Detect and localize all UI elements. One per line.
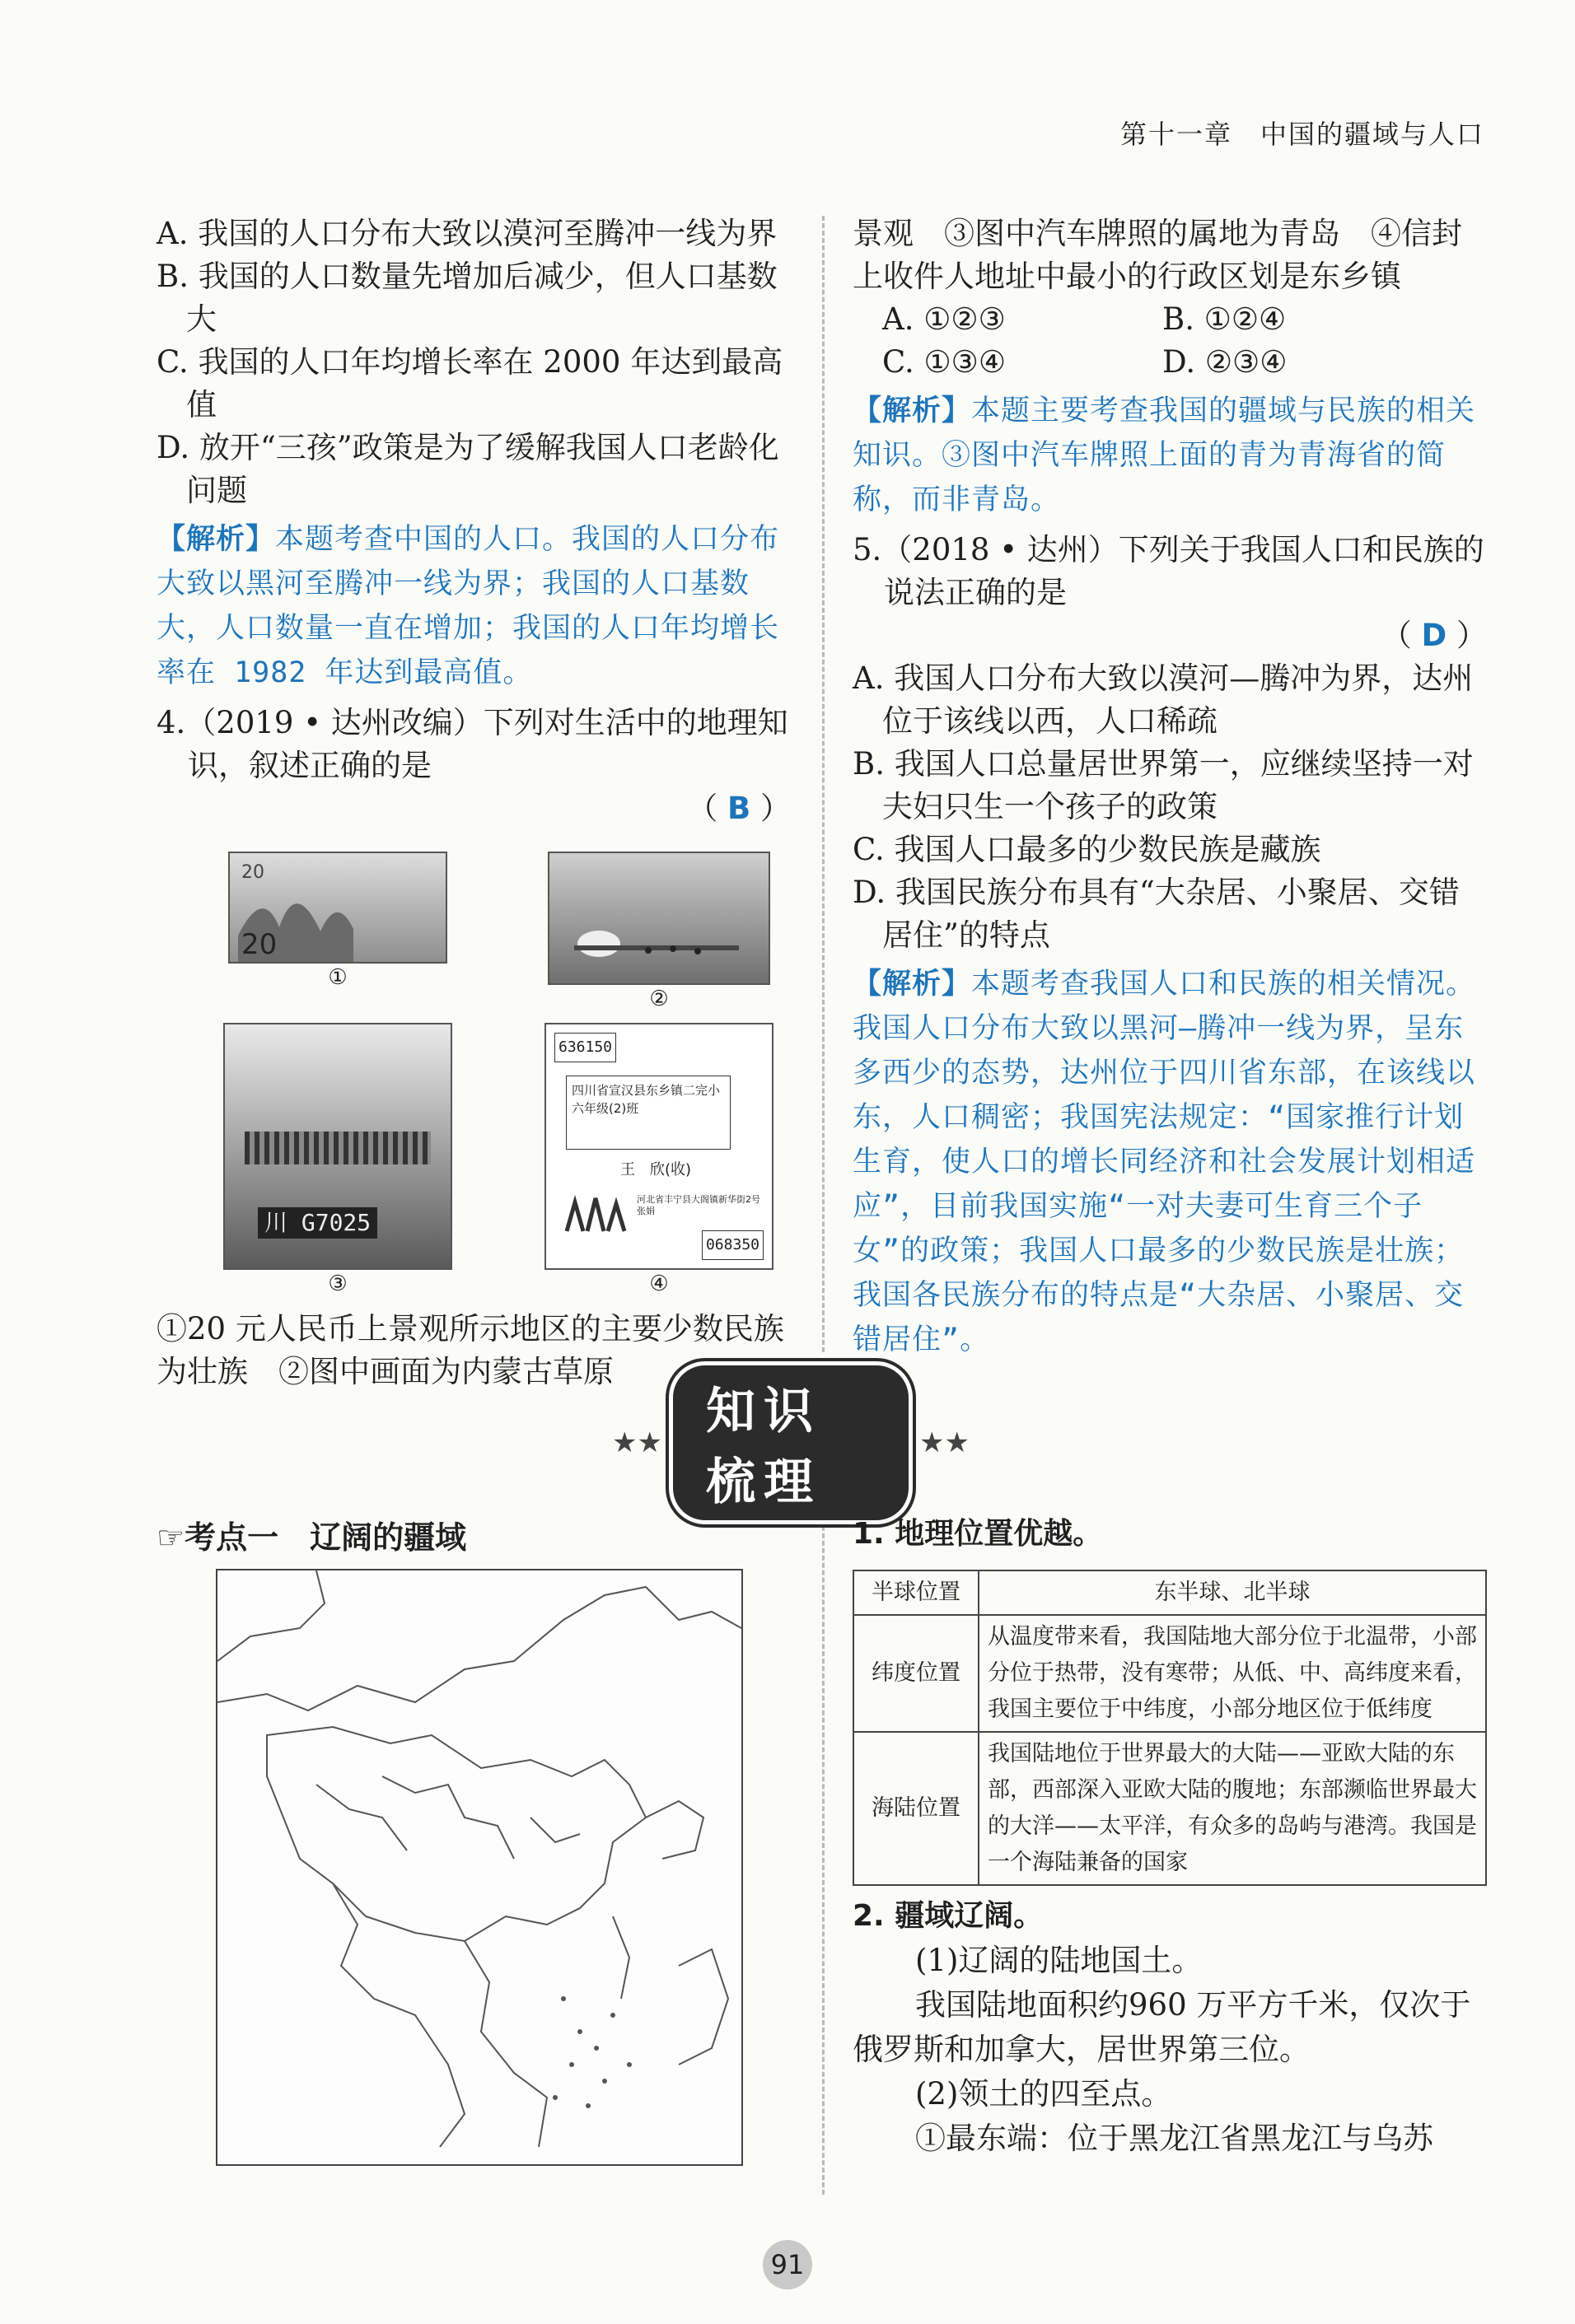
section-banner <box>605 1383 976 1511</box>
right-column <box>853 212 1487 1369</box>
q4-analysis-text: 本题主要考查我国的疆域与民族的相关知识。③图中汽车牌照上面的青为青海省的简称，而非青岛。 <box>853 394 1476 516</box>
land-area-paragraph: 我国陆地面积约960 万平方千米，仅次于俄罗斯和加拿大，居世界第三位。 <box>853 1987 1471 2067</box>
image-envelope <box>511 1023 807 1298</box>
subsection-1: (1)辽阔的陆地国土。 <box>915 1943 1203 1978</box>
star-icon: ★★ <box>612 1426 662 1459</box>
q4-answer: B <box>727 791 751 826</box>
geo-section <box>853 1512 1487 2161</box>
table-row <box>853 1615 1486 1732</box>
q3-option-b: B. 我国的人口数量先增加后减少，但人口基数大 <box>157 259 778 337</box>
q4-choice-b: B. ①②④ <box>1162 301 1287 337</box>
q5-stem: 5.（2018 • 达州）下列关于我国人口和民族的说法正确的是 <box>853 532 1484 610</box>
column-divider-bottom <box>822 1511 825 2195</box>
q4-answer-line <box>157 787 791 830</box>
left-column <box>157 212 791 1393</box>
q4-answer-bracket: （ B ） <box>687 791 791 826</box>
analysis-tag: 【解析】 <box>853 968 972 1001</box>
table-head-hemisphere: 半球位置 <box>853 1570 979 1615</box>
envelope-address-box <box>566 1076 731 1150</box>
svg-text:20: 20 <box>241 928 278 961</box>
envelope-postcode-top: 636150 <box>554 1033 616 1062</box>
subsection-2: (2)领土的四至点。 <box>915 2076 1172 2112</box>
envelope-postcode-bottom: 068350 <box>702 1230 764 1260</box>
svg-text:20: 20 <box>241 862 264 883</box>
banner-title: 知识梳理 <box>669 1361 913 1524</box>
q4-choice-c: C. ①③④ <box>882 344 1007 380</box>
q4-continuation: 景观 ③图中汽车牌照的属地为青岛 ④信封上收件人地址中最小的行政区划是东乡镇 <box>853 216 1462 294</box>
q5-analysis <box>853 962 1487 1362</box>
banknote-photo <box>228 852 447 964</box>
q4-stem: 4.（2019 • 达州改编）下列对生活中的地理知识，叙述正确的是 <box>157 705 788 783</box>
table-cell-sea-land: 我国陆地位于世界最大的大陆——亚欧大陆的东部，西部深入亚欧大陆的腹地；东部濒临世界最大的大洋——太平洋，有众多的岛屿与港湾。我国是一个海陆兼备的国家 <box>979 1732 1486 1885</box>
table-cell-latitude: 从温度带来看，我国陆地大部分位于北温带，小部分位于热带，没有寒带；从低、中、高纬度来看，我国主要位于中纬度，小部分地区位于低纬度 <box>979 1615 1486 1732</box>
q4-analysis <box>853 389 1487 522</box>
q5-answer-bracket: （ D ） <box>1381 618 1487 653</box>
section-1-title: 1. 地理位置优越。 <box>853 1517 1103 1551</box>
star-icon: ★★ <box>919 1426 970 1459</box>
q4-statements: ①20 元人民币上景观所示地区的主要少数民族为壮族 ②图中画面为内蒙古草原 <box>157 1311 784 1389</box>
analysis-tag: 【解析】 <box>853 394 972 427</box>
table-head-latitude: 纬度位置 <box>853 1615 979 1732</box>
chapter-header: 第十一章 中国的疆域与人口 <box>1119 119 1484 150</box>
image-car <box>189 1023 486 1298</box>
q5-answer: D <box>1421 618 1447 653</box>
car-photo <box>223 1023 452 1270</box>
q5-option-b: B. 我国人口总量居世界第一，应继续坚持一对夫妇只生一个孩子的政策 <box>853 746 1474 824</box>
table-head-sea-land: 海陆位置 <box>853 1732 979 1885</box>
q4-choice-a: A. ①②③ <box>882 301 1006 337</box>
map-icon <box>217 1570 741 2164</box>
q5-option-d: D. 我国民族分布具有“大杂居、小聚居、交错居住”的特点 <box>853 875 1460 953</box>
car-grille <box>245 1132 431 1164</box>
envelope-address: 四川省宣汉县东乡镇二完小六年级(2)班 <box>572 1083 721 1116</box>
q3-option-d: D. 放开“三孩”政策是为了缓解我国人口老龄化问题 <box>157 430 779 508</box>
envelope-recipient: 王 欣(收) <box>620 1161 692 1178</box>
section-2-title: 2. 疆域辽阔。 <box>853 1899 1044 1933</box>
location-table <box>853 1570 1487 1886</box>
china-outline-map <box>216 1569 743 2166</box>
q3-analysis <box>157 517 791 695</box>
q4-choice-d: D. ②③④ <box>1162 344 1288 380</box>
east-extreme-paragraph: ①最东端：位于黑龙江省黑龙江与乌苏 <box>915 2121 1433 2156</box>
envelope-photo <box>544 1023 773 1270</box>
envelope-stamp-icon <box>563 1186 629 1235</box>
q5-answer-line <box>853 614 1487 657</box>
envelope-sender: 河北省丰宁县大阁镇新华街2号张娟 <box>637 1194 760 1216</box>
q3-analysis-text: 本题考查中国的人口。我国的人口分布大致以黑河至腾冲一线为界；我国的人口基数大，人口数量一直在增加；我国的人口年均增长率在 1982 年达到最高值。 <box>157 523 780 689</box>
image-label-4: ④ <box>649 1272 669 1296</box>
key-point-title: ☞考点一 辽阔的疆域 <box>157 1519 467 1556</box>
column-divider-top <box>822 216 825 1352</box>
license-plate: 川 G7025 <box>258 1207 377 1239</box>
q5-analysis-text: 本题考查我国人口和民族的相关情况。我国人口分布大致以黑河—腾冲一线为界，呈东多西少的态势，达州位于四川省东部，在该线以东，人口稠密；我国宪法规定：“国家推行计划生育，使人口的增长同经济和社会发展计划相适应”，目前我国实施“一对夫妻可生育三个子女”的政策；我国人口最多的少数民族是壮族；我国各民族分布的特点是“大杂居、小聚居、交错居住”。 <box>853 968 1476 1356</box>
image-banknote <box>189 852 486 1013</box>
page-number: 91 <box>763 2240 812 2289</box>
q5-option-c: C. 我国人口最多的少数民族是藏族 <box>853 832 1321 867</box>
q4-image-grid <box>189 852 791 1298</box>
q4-choices <box>853 298 1487 384</box>
table-row <box>853 1570 1486 1615</box>
image-label-3: ③ <box>328 1272 348 1296</box>
image-label-2: ② <box>649 987 669 1011</box>
q5-option-a: A. 我国人口分布大致以漠河—腾冲为界，达州位于该线以西，人口稀疏 <box>853 660 1474 739</box>
table-row <box>853 1732 1486 1885</box>
table-cell-hemisphere: 东半球、北半球 <box>979 1570 1486 1615</box>
image-grassland <box>511 852 807 1013</box>
analysis-tag: 【解析】 <box>157 523 276 556</box>
image-label-1: ① <box>328 965 348 990</box>
q3-option-c: C. 我国的人口年均增长率在 2000 年达到最高值 <box>157 344 783 422</box>
q3-option-a: A. 我国的人口分布大致以漠河至腾冲一线为界 <box>157 216 778 251</box>
grassland-photo <box>548 852 770 985</box>
